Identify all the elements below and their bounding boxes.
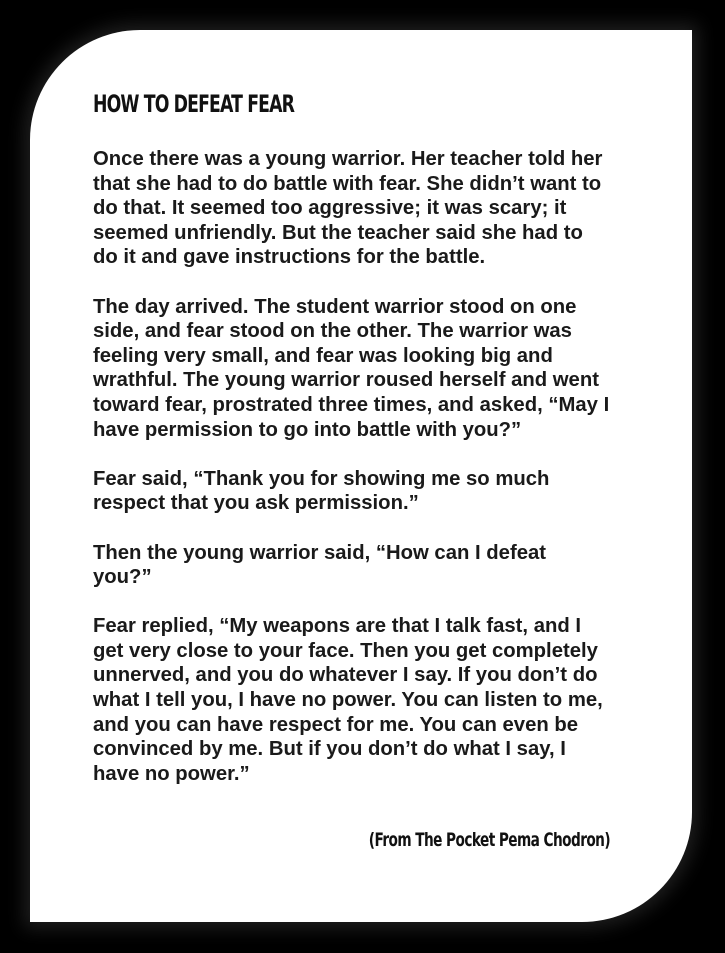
- story-title: HOW TO DEFEAT FEAR: [93, 90, 295, 118]
- text-line: have no power.”: [93, 762, 250, 785]
- text-line: have permission to go into battle with you?”: [93, 418, 522, 441]
- text-line: The day arrived. The student warrior stood on one: [93, 295, 577, 318]
- story-card: [30, 30, 692, 922]
- text-line: and you can have respect for me. You can even be: [93, 713, 579, 736]
- text-line: Fear said, “Thank you for showing me so much: [93, 467, 550, 490]
- paragraph-1: [93, 147, 653, 270]
- text-line: get very close to your face. Then you get completely: [93, 639, 598, 662]
- text-line: do it and gave instructions for the battle.: [93, 246, 486, 269]
- text-line: convinced by me. But if you don’t do what I say, I: [93, 738, 566, 761]
- paragraph-2: [93, 295, 653, 443]
- text-line: toward fear, prostrated three times, and asked, “May I: [93, 393, 610, 416]
- source-citation: (From The Pocket Pema Chodron): [368, 829, 610, 851]
- text-line: wrathful. The young warrior roused herself and went: [93, 369, 599, 392]
- text-line: side, and fear stood on the other. The warrior was: [93, 320, 572, 343]
- text-line: respect that you ask permission.”: [93, 492, 419, 515]
- text-line: seemed unfriendly. But the teacher said she had to: [93, 221, 583, 244]
- paragraph-5: [93, 614, 653, 786]
- text-line: do that. It seemed too aggressive; it was scary; it: [93, 197, 567, 220]
- text-line: you?”: [93, 566, 152, 589]
- text-line: that she had to do battle with fear. She didn’t want to: [93, 172, 602, 195]
- paragraph-3: [93, 467, 653, 516]
- text-line: what I tell you, I have no power. You can listen to me,: [93, 689, 603, 712]
- story-body: [93, 147, 653, 811]
- paragraph-4: [93, 541, 653, 590]
- text-line: feeling very small, and fear was looking big and: [93, 344, 553, 367]
- text-line: Fear replied, “My weapons are that I talk fast, and I: [93, 615, 582, 638]
- text-line: Then the young warrior said, “How can I defeat: [93, 541, 547, 564]
- text-line: unnerved, and you do whatever I say. If you don’t do: [93, 664, 598, 687]
- text-line: Once there was a young warrior. Her teacher told her: [93, 148, 603, 170]
